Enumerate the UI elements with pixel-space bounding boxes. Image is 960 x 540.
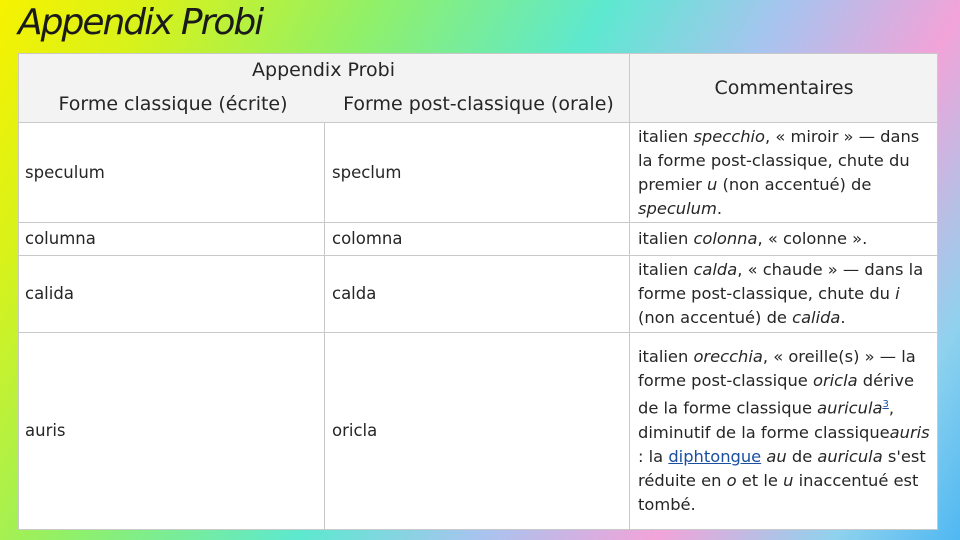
classical-form: columna: [25, 229, 96, 248]
column-header-classical: Forme classique (écrite): [58, 93, 288, 115]
comment-text: italien orecchia, « oreille(s) » — la forme post-classique oricla dérive de la forme classique auricula$^3$, diminutif de la forme classiqueauris : la diphtongue au de auricula s'est réduite en o et le u inaccentué est tombé.: [638, 347, 930, 514]
table-row-1-classical: [25, 123, 320, 222]
table-row-4-postclassical: [332, 333, 627, 529]
table-row-1-postclassical: [332, 123, 627, 222]
comment-text: italien colonna, « colonne ».: [638, 229, 868, 248]
classical-form: calida: [25, 284, 74, 303]
table-row-2-comment: [630, 223, 937, 255]
table-row-3-classical: [25, 256, 320, 332]
table-row-4-comment: [630, 333, 937, 529]
table-row-1-comment: [630, 123, 937, 222]
table-row-2-postclassical: [332, 223, 627, 255]
column-header-comments: [630, 53, 938, 122]
footnote-link[interactable]: 3: [882, 399, 889, 411]
column-header-postclassical: Forme post-classique (orale): [343, 93, 614, 115]
table-row-4-classical: [25, 333, 320, 529]
classical-form: auris: [25, 421, 66, 440]
comment-text: italien calda, « chaude » — dans la forme post-classique, chute du i (non accentué) de calida.: [638, 260, 924, 327]
diphtongue-link[interactable]: diphtongue: [668, 446, 762, 466]
table-row-2-classical: [25, 223, 320, 255]
column-divider-1: [324, 122, 325, 530]
appendix-probi-table: [18, 53, 938, 530]
classical-form: speculum: [25, 162, 105, 182]
table-border-left: [18, 53, 19, 530]
slide-title: Appendix Probi: [18, 2, 263, 43]
postclassical-form: speclum: [332, 162, 402, 182]
column-header-comments-label: Commentaires: [714, 76, 854, 99]
postclassical-form: calda: [332, 284, 377, 303]
table-row-3-postclassical: [332, 256, 627, 332]
table-row-3-comment: [630, 256, 937, 332]
table-border-bottom: [18, 529, 938, 530]
comment-text: italien specchio, « miroir » — dans la forme post-classique, chute du premier u (non accentué) de speculum.: [638, 126, 920, 218]
group-header: Appendix Probi: [252, 59, 395, 81]
postclassical-form: oricla: [332, 421, 378, 440]
table-border-right: [937, 53, 938, 530]
postclassical-form: colomna: [332, 229, 403, 248]
